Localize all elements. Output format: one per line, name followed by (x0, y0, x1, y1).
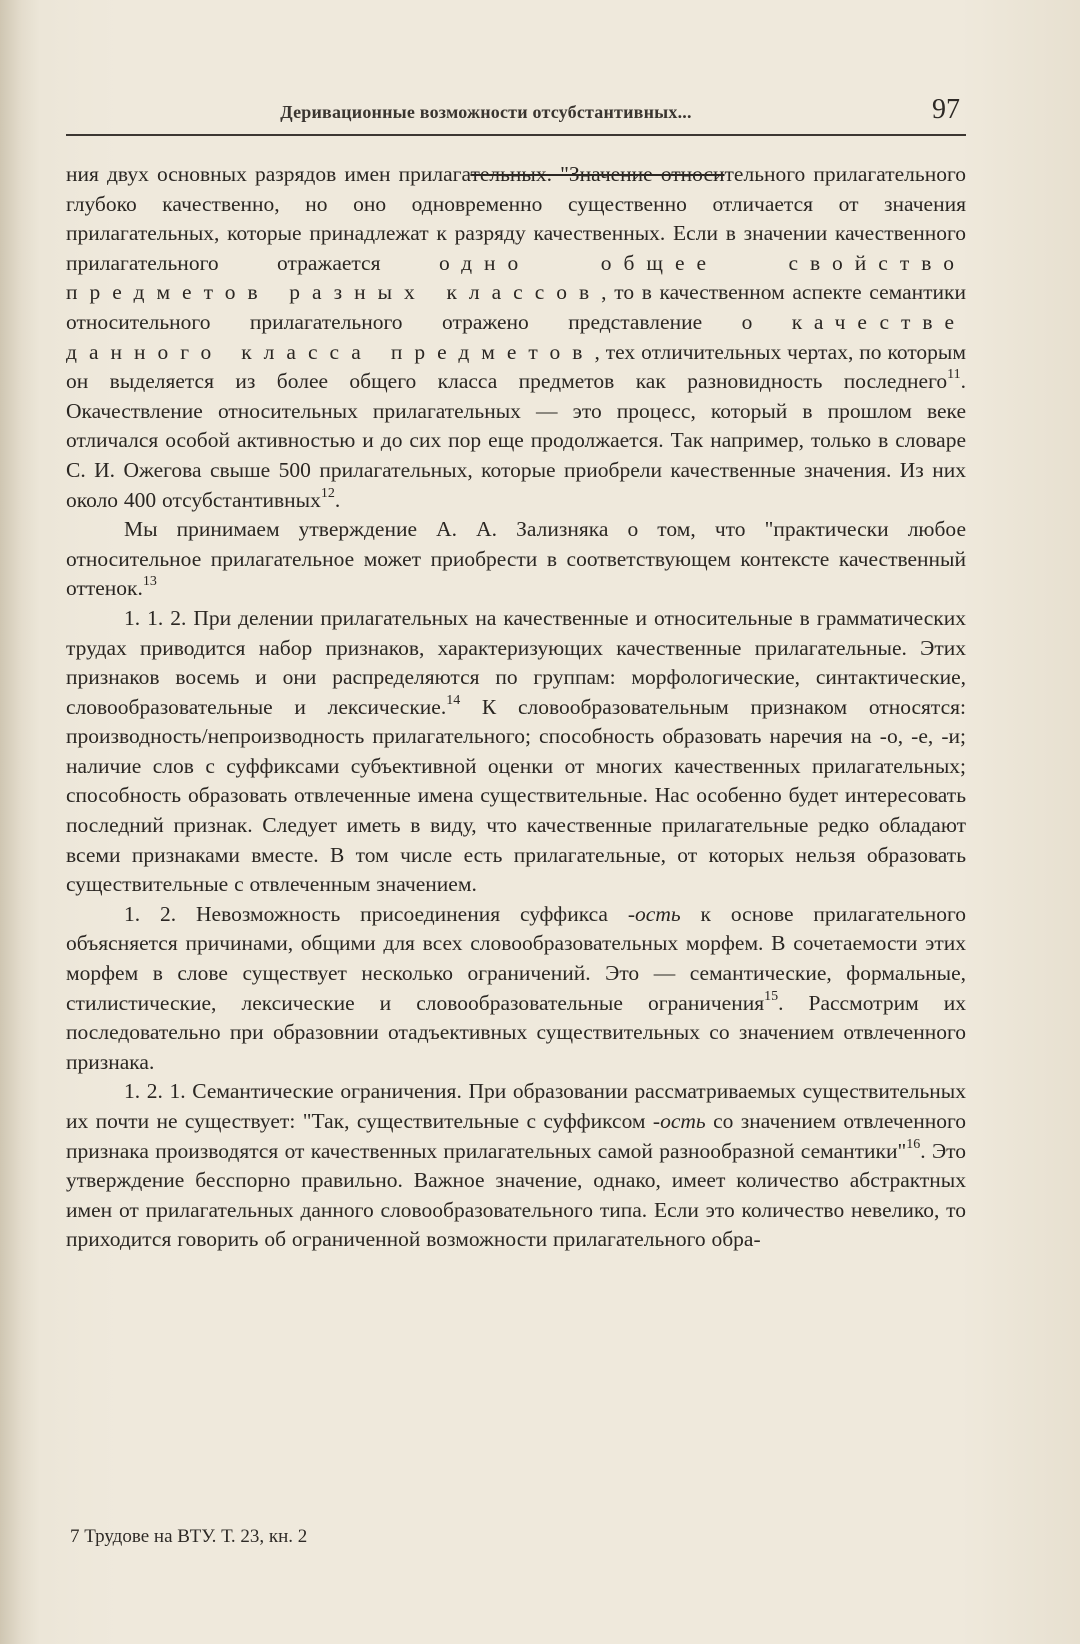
running-header (66, 92, 966, 136)
text-run: со значением отвлеченного признака производятся от качественных прилагательных самой разнообразной семантики" (66, 1109, 966, 1163)
suffix-term: -ость (652, 1109, 706, 1133)
footnote-ref: 11 (947, 367, 961, 383)
suffix-term: -ость (627, 901, 681, 926)
paragraph (66, 1077, 966, 1255)
text-run: 1. 2. Невозможность присоединения суффикса (124, 901, 628, 926)
text-run: , тех отличительных чертах, по которым он выделяется из более общего класса предметов как разновидность последнего (66, 339, 966, 394)
paragraph (66, 900, 966, 1078)
text-run: Мы принимаем утверждение А. А. Зализняка о том, что "практически любое относительное прилагательное может приобрести в соответствующем контексте качественный оттенок. (66, 517, 966, 601)
text-run: . Рассмотрим их последовательно при образовнии отадъективных существительных со значением отвлеченного признака. (66, 990, 966, 1074)
text-run: ния двух основных разрядов имен прилага (66, 162, 471, 186)
footnote-ref: 12 (320, 485, 335, 501)
footnote-ref: 13 (142, 574, 157, 590)
text-run: к основе прилагательного объясняется причинами, общими для всех словообразовательных морфем. В сочетаемости этих морфем в слове существует несколько ограничений. Это — семантические, формальные, стилистические, лексические и словообразовательные ограничения (66, 901, 967, 1015)
body-text (66, 160, 966, 1255)
text-run: . Это утверждение бесспорно правильно. Важное значение, однако, имеет количество абстрактных имен от прилагательных данного словообразовательного типа. Если это количество невелико, то приходится говорить об ограниченной возможности прилагательного обра- (66, 1138, 966, 1252)
footnote-ref: 14 (446, 692, 461, 708)
page-footer: 7 Трудове на ВТУ. Т. 23, кн. 2 (70, 1526, 308, 1547)
page-number: 97 (932, 94, 960, 125)
struck-text: тельных. "Значение относи (470, 162, 725, 186)
paragraph (66, 604, 966, 900)
text-run: , то в качественном аспекте семантики относительного прилагательного отражено представление о (66, 280, 966, 334)
text-run: 1. 1. 2. При делении прилагательных на качественные и относительные в грамматических трудах приводится набор признаков, характеризующих качественные прилагательные. Этих признаков восемь и они распределяются по группам: морфологические, синтактические, словообразовательные и лексические. (66, 605, 966, 719)
footnote-ref: 15 (764, 988, 779, 1004)
text-run: 1. 2. 1. Семантические ограничения. При образовании рассматриваемых существительных их почти не существует: "Так, существительные с суффиксом (66, 1079, 966, 1133)
text-run: тельного прилагательного глубоко качественно, но оно одновременно существенно отличается от значения прилагательных, которые принадлежат к разряду качественных. Если в значении качественного прилагательного отражается (66, 162, 966, 275)
text-run: . (334, 487, 341, 512)
footnote-ref: 16 (906, 1136, 921, 1152)
running-header-title: Деривационные возможности отсубстантивных... (280, 102, 692, 122)
paragraph (66, 515, 966, 604)
text-run: . Окачествление относительных прилагательных — это процесс, который в прошлом веке отличался особой активностью и до сих пор еще продолжается. Так например, только в словаре С. И. Ожегова свыше 500 прилагательных, которые приобрели качественные значения. Из них около 400 отсубстантивных (66, 369, 966, 512)
header-rule (66, 134, 966, 136)
spaced-emphasis: одно общее свойство предметов разных классов (66, 250, 966, 305)
page-spine-shadow (0, 0, 22, 1644)
text-run: К словообразовательным признаком относятся: производность/непроизводность прилагательного; способность образовать наречия на -о, -е, -и; наличие слов с суффиксами субъективной оценки от многих качественных прилагательных; способность образовать отвлеченные имена существительные. Нас особенно будет интересовать последний признак. Следует иметь в виду, что качественные прилагательные редко обладают всеми признаками вместе. В том числе есть прилагательные, от которых нельзя образовать существительные с отвлеченным значением. (66, 694, 966, 897)
spaced-emphasis: качестве данного класса предметов (66, 309, 966, 364)
paragraph (66, 160, 966, 515)
